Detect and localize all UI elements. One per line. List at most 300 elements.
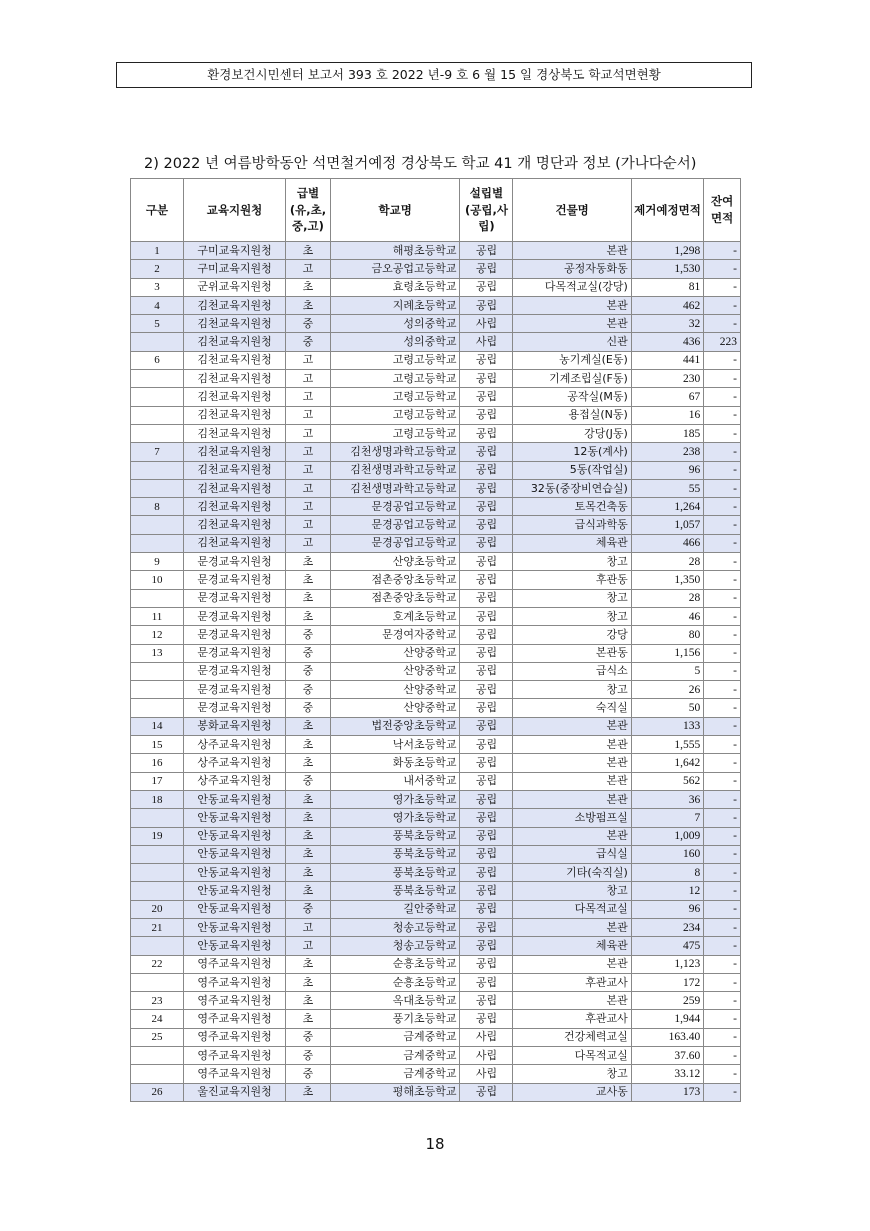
- cell-area: 36: [631, 790, 703, 808]
- header-office: 교육지원청: [184, 179, 286, 242]
- cell-building: 창고: [513, 607, 631, 625]
- cell-remaining: -: [704, 351, 741, 369]
- cell-building: 본관: [513, 992, 631, 1010]
- cell-level: 초: [286, 736, 331, 754]
- cell-office: 김천교육지원청: [184, 315, 286, 333]
- cell-remaining: -: [704, 553, 741, 571]
- cell-remaining: -: [704, 626, 741, 644]
- cell-no: 13: [131, 644, 184, 662]
- cell-office: 구미교육지원청: [184, 242, 286, 260]
- cell-type: 공립: [460, 845, 513, 863]
- cell-school: 성의중학교: [330, 315, 460, 333]
- cell-type: 공립: [460, 589, 513, 607]
- cell-level: 고: [286, 479, 331, 497]
- table-row: [131, 443, 741, 461]
- cell-office: 안동교육지원청: [184, 900, 286, 918]
- cell-building: 본관: [513, 296, 631, 314]
- cell-school: 김천생명과학고등학교: [330, 479, 460, 497]
- cell-type: 공립: [460, 827, 513, 845]
- cell-area: 26: [631, 681, 703, 699]
- cell-level: 중: [286, 1047, 331, 1065]
- cell-office: 문경교육지원청: [184, 553, 286, 571]
- cell-school: 효령초등학교: [330, 278, 460, 296]
- cell-remaining: -: [704, 479, 741, 497]
- cell-area: 185: [631, 424, 703, 442]
- cell-no: [131, 662, 184, 680]
- table-row: [131, 864, 741, 882]
- cell-school: 화동초등학교: [330, 754, 460, 772]
- cell-no: 3: [131, 278, 184, 296]
- cell-building: 공정자동화동: [513, 260, 631, 278]
- cell-no: 22: [131, 955, 184, 973]
- cell-area: 234: [631, 918, 703, 936]
- cell-type: 공립: [460, 553, 513, 571]
- cell-level: 중: [286, 1028, 331, 1046]
- cell-area: 50: [631, 699, 703, 717]
- cell-no: [131, 388, 184, 406]
- cell-no: 23: [131, 992, 184, 1010]
- cell-area: 172: [631, 973, 703, 991]
- cell-school: 길안중학교: [330, 900, 460, 918]
- cell-level: 고: [286, 461, 331, 479]
- cell-no: 10: [131, 571, 184, 589]
- cell-no: 9: [131, 553, 184, 571]
- table-body: [131, 242, 741, 1102]
- table-row: [131, 809, 741, 827]
- cell-school: 낙서초등학교: [330, 736, 460, 754]
- cell-office: 영주교육지원청: [184, 992, 286, 1010]
- cell-remaining: -: [704, 827, 741, 845]
- cell-type: 공립: [460, 278, 513, 296]
- cell-office: 김천교육지원청: [184, 388, 286, 406]
- cell-office: 영주교육지원청: [184, 1028, 286, 1046]
- cell-office: 문경교육지원청: [184, 607, 286, 625]
- cell-office: 영주교육지원청: [184, 973, 286, 991]
- cell-level: 중: [286, 626, 331, 644]
- cell-building: 본관: [513, 315, 631, 333]
- cell-type: 공립: [460, 260, 513, 278]
- cell-building: 기계조립실(F동): [513, 370, 631, 388]
- cell-building: 급식실: [513, 845, 631, 863]
- table-row: [131, 662, 741, 680]
- cell-type: 공립: [460, 370, 513, 388]
- table-row: [131, 242, 741, 260]
- cell-no: 14: [131, 717, 184, 735]
- header-level: 급별(유,초,중,고): [286, 179, 331, 242]
- cell-type: 사립: [460, 1065, 513, 1083]
- cell-area: 80: [631, 626, 703, 644]
- cell-area: 1,555: [631, 736, 703, 754]
- cell-area: 466: [631, 534, 703, 552]
- cell-school: 고령고등학교: [330, 351, 460, 369]
- cell-school: 평해초등학교: [330, 1083, 460, 1101]
- cell-level: 초: [286, 717, 331, 735]
- cell-type: 공립: [460, 424, 513, 442]
- table-row: [131, 973, 741, 991]
- cell-office: 문경교육지원청: [184, 571, 286, 589]
- table-row: [131, 992, 741, 1010]
- cell-remaining: -: [704, 809, 741, 827]
- cell-no: [131, 370, 184, 388]
- cell-office: 문경교육지원청: [184, 644, 286, 662]
- cell-type: 공립: [460, 461, 513, 479]
- cell-school: 청송고등학교: [330, 937, 460, 955]
- cell-remaining: -: [704, 388, 741, 406]
- cell-area: 12: [631, 882, 703, 900]
- cell-remaining: -: [704, 864, 741, 882]
- cell-level: 초: [286, 955, 331, 973]
- cell-type: 사립: [460, 315, 513, 333]
- cell-level: 고: [286, 424, 331, 442]
- cell-remaining: -: [704, 845, 741, 863]
- cell-building: 건강체력교실: [513, 1028, 631, 1046]
- cell-office: 김천교육지원청: [184, 296, 286, 314]
- cell-school: 영가초등학교: [330, 809, 460, 827]
- cell-level: 초: [286, 589, 331, 607]
- table-row: [131, 626, 741, 644]
- cell-building: 후관교사: [513, 973, 631, 991]
- cell-area: 32: [631, 315, 703, 333]
- table-row: [131, 1047, 741, 1065]
- cell-no: [131, 516, 184, 534]
- cell-remaining: -: [704, 754, 741, 772]
- cell-office: 김천교육지원청: [184, 498, 286, 516]
- cell-building: 후관교사: [513, 1010, 631, 1028]
- cell-office: 영주교육지원청: [184, 1010, 286, 1028]
- cell-type: 공립: [460, 809, 513, 827]
- cell-remaining: -: [704, 461, 741, 479]
- cell-remaining: -: [704, 918, 741, 936]
- cell-level: 중: [286, 1065, 331, 1083]
- cell-office: 상주교육지원청: [184, 736, 286, 754]
- table-row: [131, 296, 741, 314]
- cell-school: 산양중학교: [330, 662, 460, 680]
- cell-remaining: -: [704, 315, 741, 333]
- cell-type: 공립: [460, 443, 513, 461]
- cell-area: 1,264: [631, 498, 703, 516]
- cell-type: 공립: [460, 571, 513, 589]
- cell-office: 봉화교육지원청: [184, 717, 286, 735]
- cell-no: [131, 699, 184, 717]
- cell-school: 지례초등학교: [330, 296, 460, 314]
- cell-type: 공립: [460, 498, 513, 516]
- cell-area: 1,530: [631, 260, 703, 278]
- cell-office: 문경교육지원청: [184, 662, 286, 680]
- table-row: [131, 571, 741, 589]
- cell-school: 성의중학교: [330, 333, 460, 351]
- cell-remaining: -: [704, 900, 741, 918]
- cell-school: 고령고등학교: [330, 370, 460, 388]
- cell-area: 28: [631, 589, 703, 607]
- cell-remaining: -: [704, 443, 741, 461]
- cell-area: 475: [631, 937, 703, 955]
- cell-no: 6: [131, 351, 184, 369]
- cell-no: [131, 973, 184, 991]
- cell-remaining: -: [704, 278, 741, 296]
- cell-remaining: -: [704, 699, 741, 717]
- cell-area: 5: [631, 662, 703, 680]
- cell-school: 옥대초등학교: [330, 992, 460, 1010]
- cell-no: [131, 937, 184, 955]
- cell-school: 금계중학교: [330, 1047, 460, 1065]
- cell-building: 본관: [513, 827, 631, 845]
- cell-school: 금계중학교: [330, 1065, 460, 1083]
- cell-level: 중: [286, 644, 331, 662]
- cell-building: 본관: [513, 242, 631, 260]
- cell-type: 공립: [460, 754, 513, 772]
- cell-school: 김천생명과학고등학교: [330, 443, 460, 461]
- cell-remaining: -: [704, 516, 741, 534]
- cell-level: 고: [286, 388, 331, 406]
- cell-remaining: -: [704, 662, 741, 680]
- header-remaining: 잔여면적: [704, 179, 741, 242]
- cell-type: 공립: [460, 772, 513, 790]
- cell-building: 다목적교실: [513, 900, 631, 918]
- cell-area: 238: [631, 443, 703, 461]
- cell-type: 공립: [460, 699, 513, 717]
- table-row: [131, 827, 741, 845]
- table-row: [131, 955, 741, 973]
- cell-level: 초: [286, 827, 331, 845]
- cell-remaining: -: [704, 406, 741, 424]
- cell-level: 고: [286, 534, 331, 552]
- cell-no: 26: [131, 1083, 184, 1101]
- cell-building: 본관: [513, 772, 631, 790]
- cell-remaining: -: [704, 424, 741, 442]
- table-row: [131, 589, 741, 607]
- cell-remaining: -: [704, 1010, 741, 1028]
- cell-area: 1,123: [631, 955, 703, 973]
- cell-remaining: -: [704, 1065, 741, 1083]
- cell-type: 공립: [460, 864, 513, 882]
- cell-office: 김천교육지원청: [184, 479, 286, 497]
- cell-area: 160: [631, 845, 703, 863]
- table-header-row: [131, 179, 741, 242]
- table-row: [131, 644, 741, 662]
- cell-school: 풍북초등학교: [330, 845, 460, 863]
- cell-office: 영주교육지원청: [184, 1047, 286, 1065]
- cell-office: 안동교육지원청: [184, 790, 286, 808]
- cell-building: 본관: [513, 790, 631, 808]
- cell-building: 창고: [513, 1065, 631, 1083]
- cell-building: 본관: [513, 736, 631, 754]
- cell-area: 1,350: [631, 571, 703, 589]
- cell-school: 문경여자중학교: [330, 626, 460, 644]
- cell-building: 강당: [513, 626, 631, 644]
- cell-school: 법전중앙초등학교: [330, 717, 460, 735]
- cell-no: [131, 864, 184, 882]
- cell-building: 체육관: [513, 534, 631, 552]
- cell-school: 풍북초등학교: [330, 827, 460, 845]
- cell-building: 본관: [513, 717, 631, 735]
- cell-no: [131, 1065, 184, 1083]
- cell-level: 초: [286, 754, 331, 772]
- cell-remaining: -: [704, 736, 741, 754]
- report-header: 환경보건시민센터 보고서 393 호 2022 년-9 호 6 월 15 일 경상북도 학교석면현황: [116, 62, 752, 88]
- cell-level: 초: [286, 973, 331, 991]
- cell-remaining: -: [704, 717, 741, 735]
- cell-no: 15: [131, 736, 184, 754]
- cell-office: 김천교육지원청: [184, 461, 286, 479]
- table-row: [131, 498, 741, 516]
- cell-area: 37.60: [631, 1047, 703, 1065]
- cell-remaining: -: [704, 882, 741, 900]
- cell-building: 용접실(N동): [513, 406, 631, 424]
- cell-building: 창고: [513, 553, 631, 571]
- table-row: [131, 553, 741, 571]
- table-row: [131, 424, 741, 442]
- cell-type: 공립: [460, 790, 513, 808]
- cell-no: 20: [131, 900, 184, 918]
- cell-type: 공립: [460, 900, 513, 918]
- table-row: [131, 900, 741, 918]
- cell-remaining: -: [704, 260, 741, 278]
- table-row: [131, 1083, 741, 1101]
- cell-school: 산양중학교: [330, 644, 460, 662]
- cell-office: 김천교육지원청: [184, 351, 286, 369]
- page-number: 18: [425, 1135, 445, 1153]
- cell-level: 초: [286, 242, 331, 260]
- cell-building: 5동(작업실): [513, 461, 631, 479]
- cell-building: 창고: [513, 882, 631, 900]
- cell-school: 풍북초등학교: [330, 882, 460, 900]
- cell-building: 농기계실(E동): [513, 351, 631, 369]
- cell-type: 공립: [460, 406, 513, 424]
- cell-remaining: -: [704, 644, 741, 662]
- cell-area: 562: [631, 772, 703, 790]
- cell-office: 김천교육지원청: [184, 333, 286, 351]
- cell-office: 문경교육지원청: [184, 589, 286, 607]
- table-row: [131, 479, 741, 497]
- cell-remaining: -: [704, 498, 741, 516]
- cell-school: 문경공업고등학교: [330, 516, 460, 534]
- header-building: 건물명: [513, 179, 631, 242]
- cell-office: 문경교육지원청: [184, 681, 286, 699]
- cell-no: 16: [131, 754, 184, 772]
- cell-building: 토목건축동: [513, 498, 631, 516]
- cell-level: 초: [286, 992, 331, 1010]
- cell-building: 본관동: [513, 644, 631, 662]
- cell-area: 163.40: [631, 1028, 703, 1046]
- cell-type: 공립: [460, 681, 513, 699]
- cell-no: 25: [131, 1028, 184, 1046]
- cell-type: 공립: [460, 296, 513, 314]
- cell-school: 점촌중앙초등학교: [330, 589, 460, 607]
- cell-remaining: -: [704, 607, 741, 625]
- cell-office: 김천교육지원청: [184, 406, 286, 424]
- cell-level: 고: [286, 351, 331, 369]
- cell-remaining: -: [704, 973, 741, 991]
- cell-office: 안동교육지원청: [184, 882, 286, 900]
- cell-remaining: -: [704, 1047, 741, 1065]
- table-row: [131, 754, 741, 772]
- cell-school: 금계중학교: [330, 1028, 460, 1046]
- cell-type: 공립: [460, 388, 513, 406]
- cell-school: 풍북초등학교: [330, 864, 460, 882]
- cell-area: 46: [631, 607, 703, 625]
- cell-no: 2: [131, 260, 184, 278]
- table-row: [131, 772, 741, 790]
- cell-school: 고령고등학교: [330, 388, 460, 406]
- cell-office: 안동교육지원청: [184, 827, 286, 845]
- cell-type: 공립: [460, 937, 513, 955]
- cell-building: 체육관: [513, 937, 631, 955]
- cell-building: 12동(계사): [513, 443, 631, 461]
- cell-no: 8: [131, 498, 184, 516]
- cell-school: 고령고등학교: [330, 424, 460, 442]
- cell-no: [131, 479, 184, 497]
- cell-office: 안동교육지원청: [184, 864, 286, 882]
- cell-type: 공립: [460, 918, 513, 936]
- cell-no: 4: [131, 296, 184, 314]
- cell-area: 55: [631, 479, 703, 497]
- table-row: [131, 315, 741, 333]
- cell-remaining: -: [704, 370, 741, 388]
- cell-area: 16: [631, 406, 703, 424]
- cell-area: 96: [631, 900, 703, 918]
- cell-office: 영주교육지원청: [184, 1065, 286, 1083]
- cell-type: 공립: [460, 479, 513, 497]
- cell-level: 중: [286, 699, 331, 717]
- cell-area: 441: [631, 351, 703, 369]
- cell-no: 1: [131, 242, 184, 260]
- cell-office: 김천교육지원청: [184, 516, 286, 534]
- cell-type: 공립: [460, 607, 513, 625]
- table-row: [131, 388, 741, 406]
- table-row: [131, 351, 741, 369]
- cell-school: 점촌중앙초등학교: [330, 571, 460, 589]
- cell-type: 공립: [460, 516, 513, 534]
- cell-level: 고: [286, 498, 331, 516]
- cell-area: 1,156: [631, 644, 703, 662]
- cell-remaining: -: [704, 571, 741, 589]
- cell-area: 462: [631, 296, 703, 314]
- cell-school: 풍기초등학교: [330, 1010, 460, 1028]
- cell-type: 공립: [460, 992, 513, 1010]
- table-row: [131, 1028, 741, 1046]
- cell-area: 28: [631, 553, 703, 571]
- cell-level: 초: [286, 1083, 331, 1101]
- cell-office: 김천교육지원청: [184, 424, 286, 442]
- cell-type: 공립: [460, 955, 513, 973]
- cell-level: 초: [286, 278, 331, 296]
- table-row: [131, 699, 741, 717]
- cell-remaining: -: [704, 296, 741, 314]
- cell-area: 173: [631, 1083, 703, 1101]
- cell-no: [131, 534, 184, 552]
- cell-office: 상주교육지원청: [184, 772, 286, 790]
- header-school: 학교명: [330, 179, 460, 242]
- table-row: [131, 1065, 741, 1083]
- cell-remaining: 223: [704, 333, 741, 351]
- cell-area: 96: [631, 461, 703, 479]
- table-row: [131, 918, 741, 936]
- cell-type: 공립: [460, 351, 513, 369]
- cell-level: 중: [286, 900, 331, 918]
- cell-level: 고: [286, 516, 331, 534]
- cell-school: 문경공업고등학교: [330, 534, 460, 552]
- cell-type: 사립: [460, 1028, 513, 1046]
- table-row: [131, 461, 741, 479]
- cell-remaining: -: [704, 589, 741, 607]
- cell-school: 영가초등학교: [330, 790, 460, 808]
- cell-no: 5: [131, 315, 184, 333]
- cell-building: 창고: [513, 589, 631, 607]
- cell-school: 순흥초등학교: [330, 973, 460, 991]
- cell-type: 공립: [460, 626, 513, 644]
- cell-school: 호계초등학교: [330, 607, 460, 625]
- cell-office: 안동교육지원청: [184, 937, 286, 955]
